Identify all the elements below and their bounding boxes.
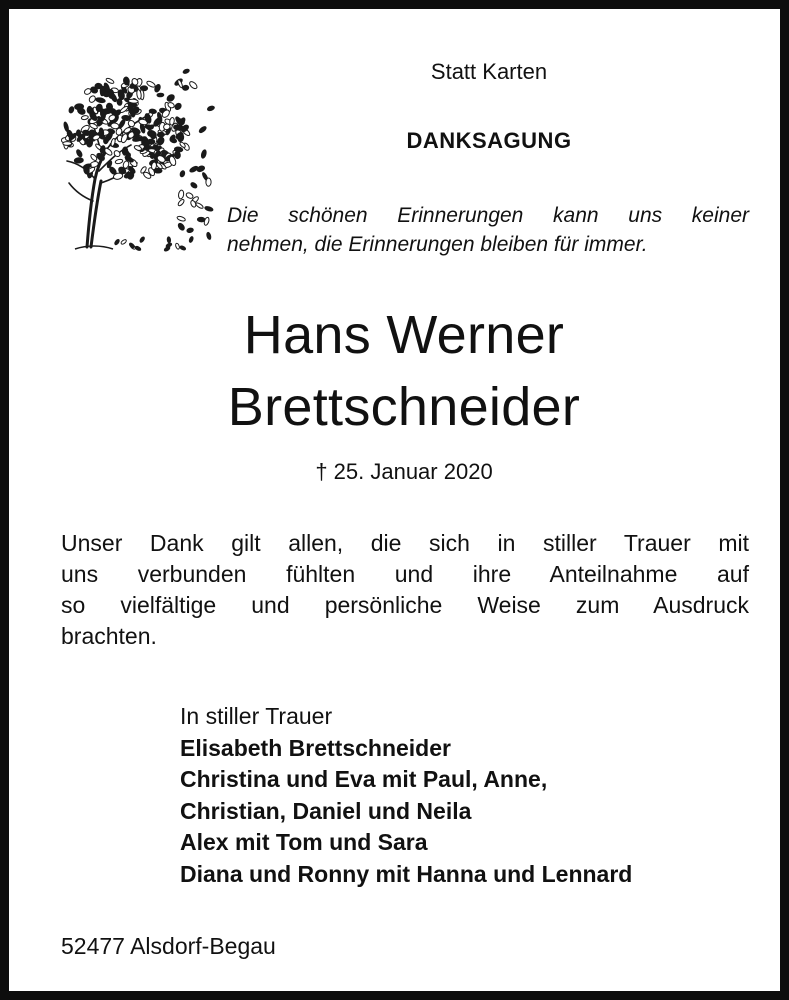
mourner-name: Elisabeth Brettschneider: [180, 734, 451, 761]
thanks-line: Unser Dank gilt allen, die sich in stiller Trauer mit: [61, 530, 749, 556]
statt-karten-text: Statt Karten: [430, 59, 548, 84]
mourner-name: Alex mit Tom und Sara: [180, 829, 428, 855]
deceased-last-name: Brettschneider: [227, 377, 581, 437]
thanks-line: uns verbunden fühlten und ihre Anteilnahme auf: [61, 561, 749, 587]
tree-with-falling-leaves-icon: [47, 51, 217, 261]
death-date: † 25. Januar 2020: [315, 459, 493, 484]
mourners-intro: In stiller Trauer: [180, 703, 333, 729]
mourners-block: [180, 701, 750, 890]
thanks-paragraph: [61, 528, 749, 652]
quote-line: nehmen, die Erinnerungen bleiben für immer.: [227, 233, 648, 256]
quote-line: Die schönen Erinnerungen kann uns keiner: [227, 204, 749, 227]
place-text: 52477 Alsdorf-Begau: [61, 933, 276, 959]
thanks-line: brachten.: [61, 623, 157, 649]
mourner-name: Diana und Ronny mit Hanna und Lennard: [180, 860, 633, 887]
thanks-line: so vielfältige und persönliche Weise zum Ausdruck: [61, 592, 749, 618]
deceased-first-names: Hans Werner: [243, 305, 565, 365]
danksagung-heading: DANKSAGUNG: [406, 128, 572, 153]
mourner-name: Christina und Eva mit Paul, Anne,: [180, 766, 548, 792]
quote-text: [227, 201, 749, 259]
mourner-name: Christian, Daniel und Neila: [180, 797, 472, 824]
